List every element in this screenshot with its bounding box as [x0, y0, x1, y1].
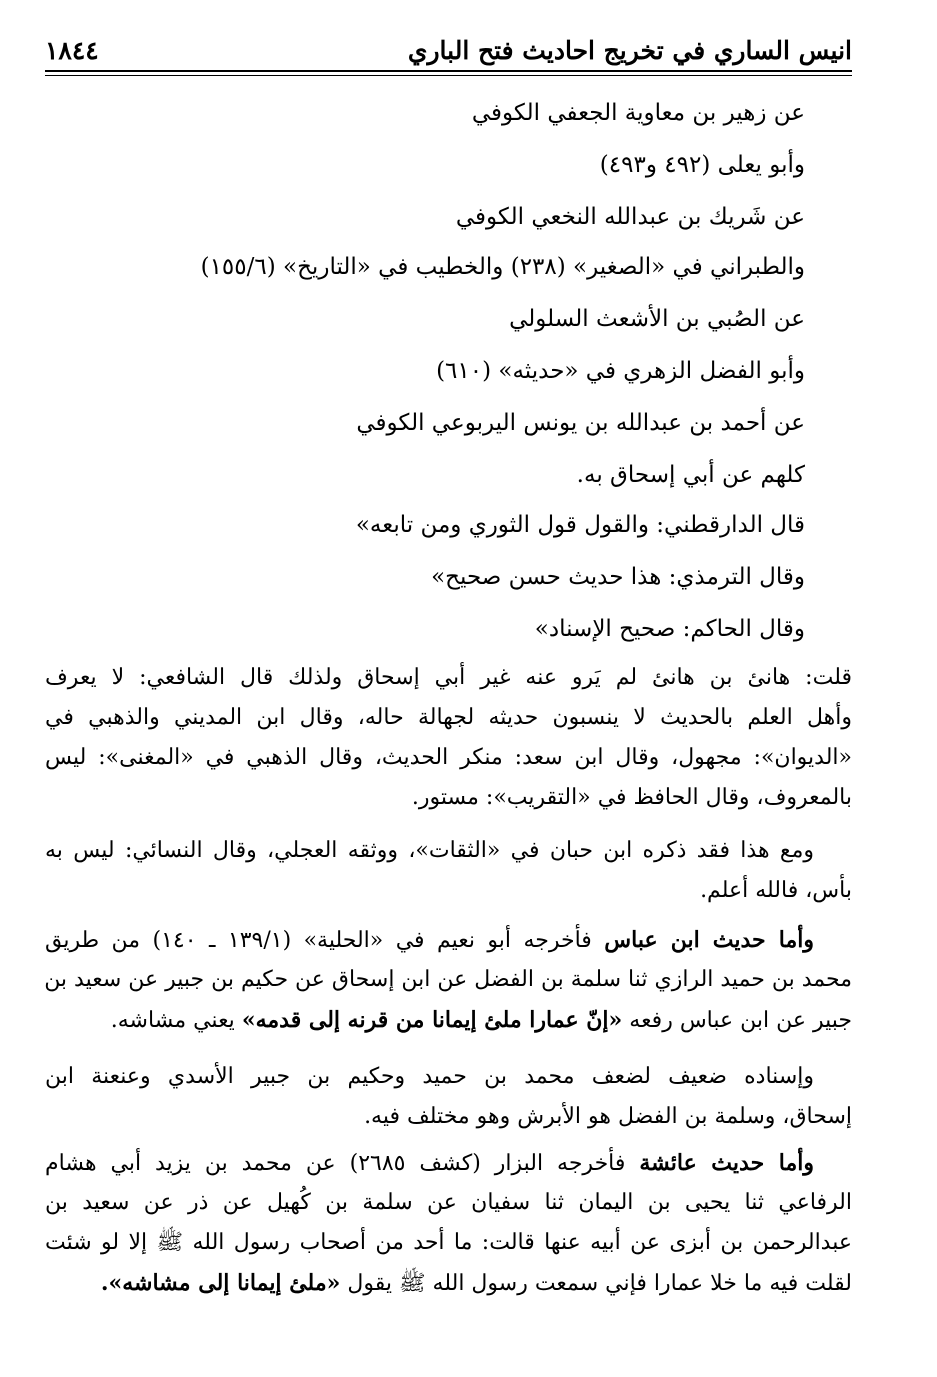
- paragraph-hani-ibn-hani: [45, 663, 852, 823]
- paragraph-ibn-abbas: [45, 925, 852, 1045]
- bold-lead: وأما حديث ابن عباس: [604, 927, 814, 953]
- paragraph-line: جبير عن ابن عباس رفعه «إنّ عمارا ملئ إيمانا من قرنه إلى قدمه» يعني مشاشه.: [110, 1007, 852, 1033]
- paragraph-line: لقلت فيه ما خلا عمارا فإني سمعت رسول الله ﷺ يقول «ملئ إيمانا إلى مشاشه».: [100, 1270, 852, 1296]
- paragraph-line: وأما حديث ابن عباس فأخرجه أبو نعيم في «الحلية» (١٣٩/١ ـ ١٤٠) من طريق: [45, 927, 814, 953]
- text-line: وأبو يعلى (٤٩٢ و٤٩٣): [599, 152, 805, 178]
- text-line: وأبو الفضل الزهري في «حديثه» (٦١٠): [436, 358, 805, 384]
- paragraph-aisha: [45, 1148, 852, 1308]
- text-line: عن زهير بن معاوية الجعفي الكوفي: [471, 100, 805, 126]
- bold-lead: وأما حديث عائشة: [639, 1150, 814, 1176]
- paragraph-line: «الديوان»: مجهول، وقال ابن سعد: منكر الحديث، وقال الذهبي في «المغنى»: ليس: [45, 745, 852, 770]
- paragraph-line: بأس، فالله أعلم.: [700, 878, 852, 903]
- paragraph-isnad: [45, 1062, 852, 1142]
- paragraph-line: محمد بن حميد الرازي ثنا سلمة بن الفضل عن ابن إسحاق عن حكيم بن جبير عن سعيد بن: [44, 967, 852, 992]
- page-header: [45, 32, 852, 66]
- text-line: والطبراني في «الصغير» (٢٣٨) والخطيب في «التاريخ» (١٥٥/٦): [200, 254, 805, 280]
- hadith-quote: «إنّ عمارا ملئ إيمانا من قرنه إلى قدمه»: [241, 1007, 623, 1033]
- hadith-quote: «ملئ إيمانا إلى مشاشه».: [100, 1270, 341, 1296]
- running-title: انيس الساري في تخريج احاديث فتح الباري: [407, 36, 852, 65]
- paragraph-line: وأما حديث عائشة فأخرجه البزار (كشف ٢٦٨٥) عن محمد بن يزيد أبي هشام: [45, 1150, 814, 1176]
- text-line: وقال الترمذي: هذا حديث حسن صحيح»: [431, 564, 805, 590]
- text-line: عن شَريك بن عبدالله النخعي الكوفي: [455, 204, 805, 230]
- paragraph-line: وأهل العلم بالحديث لا ينسبون حديثه لجهالة حاله، وقال ابن المديني والذهبي في: [45, 705, 852, 730]
- paragraph-line: وإسناده ضعيف لضعف محمد بن حميد وحكيم بن جبير الأسدي وعنعنة ابن: [45, 1064, 814, 1089]
- header-rule: [45, 70, 852, 76]
- paragraph-line: عبدالرحمن بن أبزى عن أبيه عنها قالت: ما أحد من أصحاب رسول الله ﷺ إلا لو شئت: [45, 1230, 852, 1255]
- text-line: عن الصُبي بن الأشعث السلولي: [509, 306, 805, 332]
- paragraph-line: ومع هذا فقد ذكره ابن حبان في «الثقات»، ووثقه العجلي، وقال النسائي: ليس به: [45, 838, 814, 863]
- text-line: قال الدارقطني: والقول قول الثوري ومن تابعه»: [355, 512, 805, 538]
- paragraph-thiqat: [45, 836, 852, 916]
- text-line: عن أحمد بن عبدالله بن يونس اليربوعي الكوفي: [356, 410, 805, 436]
- text-line: كلهم عن أبي إسحاق به.: [576, 462, 805, 488]
- paragraph-line: بالمعروف، وقال الحافظ في «التقريب»: مستور.: [411, 785, 852, 810]
- text-line: وقال الحاكم: صحيح الإسناد»: [534, 616, 805, 642]
- paragraph-line: قلت: هانئ بن هانئ لم يَرو عنه غير أبي إسحاق ولذلك قال الشافعي: لا يعرف: [45, 665, 852, 690]
- paragraph-line: الرفاعي ثنا يحيى بن اليمان ثنا سفيان عن سلمة بن كُهيل عن ذر عن سعيد بن: [45, 1190, 852, 1215]
- paragraph-line: إسحاق، وسلمة بن الفضل هو الأبرش وهو مختلف فيه.: [364, 1104, 852, 1129]
- page-number: ١٨٤٤: [45, 36, 99, 65]
